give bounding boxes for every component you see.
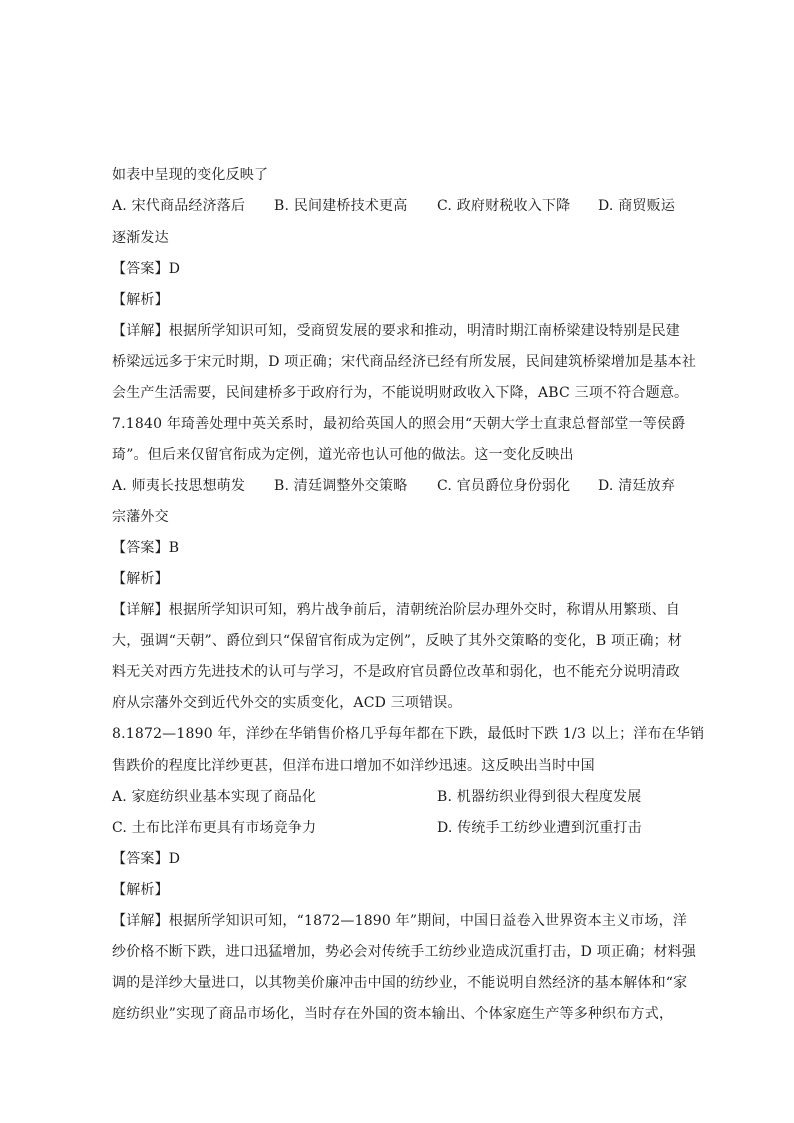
q8-detail-line: 【详解】根据所学知识可知，“1872—1890 年”期间，中国日益卷入世界资本主义市场，洋 bbox=[112, 913, 688, 929]
q8-option-b: B. 机器纺织业得到很大程度发展 bbox=[437, 789, 642, 805]
q7-analysis-label: 【解析】 bbox=[112, 571, 169, 587]
q7-option-d-cont: 宗藩外交 bbox=[112, 509, 169, 525]
q6-option-d-cont: 逐渐发达 bbox=[112, 230, 169, 246]
q7-detail-line: 大，强调“天朝”、爵位到只“保留官衔成为定例”，反映了其外交策略的变化，B 项正确；材 bbox=[112, 633, 682, 649]
q8-option-a: A. 家庭纺织业基本实现了商品化 bbox=[112, 789, 317, 805]
q8-analysis-label: 【解析】 bbox=[112, 882, 169, 898]
q7-answer: 【答案】B bbox=[112, 540, 180, 556]
q6-detail-line: 会生产生活需要，民间建桥多于政府行为，不能说明财政收入下降，ABC 三项不符合题意。 bbox=[112, 385, 689, 401]
q6-answer: 【答案】D bbox=[112, 261, 181, 277]
q6-option-d: D. 商贸贩运 bbox=[598, 198, 676, 214]
q8-answer: 【答案】D bbox=[112, 851, 181, 867]
q8-option-c: C. 土布比洋布更具有市场竞争力 bbox=[112, 820, 317, 836]
q7-option-d: D. 清廷放弃 bbox=[598, 478, 676, 494]
q6-detail-line: 桥梁远远多于宋元时期，D 项正确；宋代商品经济已经有所发展，民间建筑桥梁增加是基本社 bbox=[112, 354, 697, 370]
q8-detail-line: 纱价格不断下跌，进口迅猛增加，势必会对传统手工纺纱业造成沉重打击，D 项正确；材料强 bbox=[112, 944, 697, 960]
q6-option-b: B. 民间建桥技术更高 bbox=[274, 198, 408, 214]
q7-option-c: C. 官员爵位身份弱化 bbox=[437, 478, 571, 494]
q6-analysis-label: 【解析】 bbox=[112, 292, 169, 308]
q7-detail-line: 料无关对西方先进技术的认可与学习，不是政府官员爵位改革和弱化，也不能充分说明清政 bbox=[112, 664, 680, 680]
q7-stem-line: 7.1840 年琦善处理中英关系时，最初给英国人的照会用“天朝大学士直隶总督部堂一等侯爵 bbox=[112, 416, 686, 432]
q8-stem-line: 售跌价的程度比洋纱更甚，但洋布进口增加不如洋纱迅速。这反映出当时中国 bbox=[112, 758, 595, 774]
q6-option-a: A. 宋代商品经济落后 bbox=[112, 198, 246, 214]
q6-detail-line: 【详解】根据所学知识可知，受商贸发展的要求和推动，明清时期江南桥梁建设特别是民建 bbox=[112, 323, 680, 339]
q8-detail-line: 调的是洋纱大量进口，以其物美价廉冲击中国的纺纱业，不能说明自然经济的基本解体和“家 bbox=[112, 975, 688, 991]
q8-stem-line: 8.1872—1890 年，洋纱在华销售价格几乎每年都在下跌，最低时下跌 1/3 以上；洋布在华销 bbox=[112, 726, 705, 742]
q6-option-c: C. 政府财税收入下降 bbox=[437, 198, 571, 214]
q7-detail-line: 府从宗藩外交到近代外交的实质变化，ACD 三项错误。 bbox=[112, 695, 462, 711]
q8-detail-line: 庭纺织业”实现了商品市场化，当时存在外国的资本输出、个体家庭生产等多种织布方式， bbox=[112, 1006, 674, 1022]
q7-stem-line: 琦”。但后来仅留官衔成为定例，道光帝也认可他的做法。这一变化反映出 bbox=[112, 447, 574, 463]
q6-stem: 如表中呈现的变化反映了 bbox=[112, 167, 269, 183]
q8-option-d: D. 传统手工纺纱业遭到沉重打击 bbox=[437, 820, 642, 836]
q7-detail-line: 【详解】根据所学知识可知，鸦片战争前后，清朝统治阶层办理外交时，称谓从用繁琐、自 bbox=[112, 602, 680, 618]
q7-option-b: B. 清廷调整外交策略 bbox=[274, 478, 408, 494]
q7-option-a: A. 师夷长技思想萌发 bbox=[112, 478, 246, 494]
